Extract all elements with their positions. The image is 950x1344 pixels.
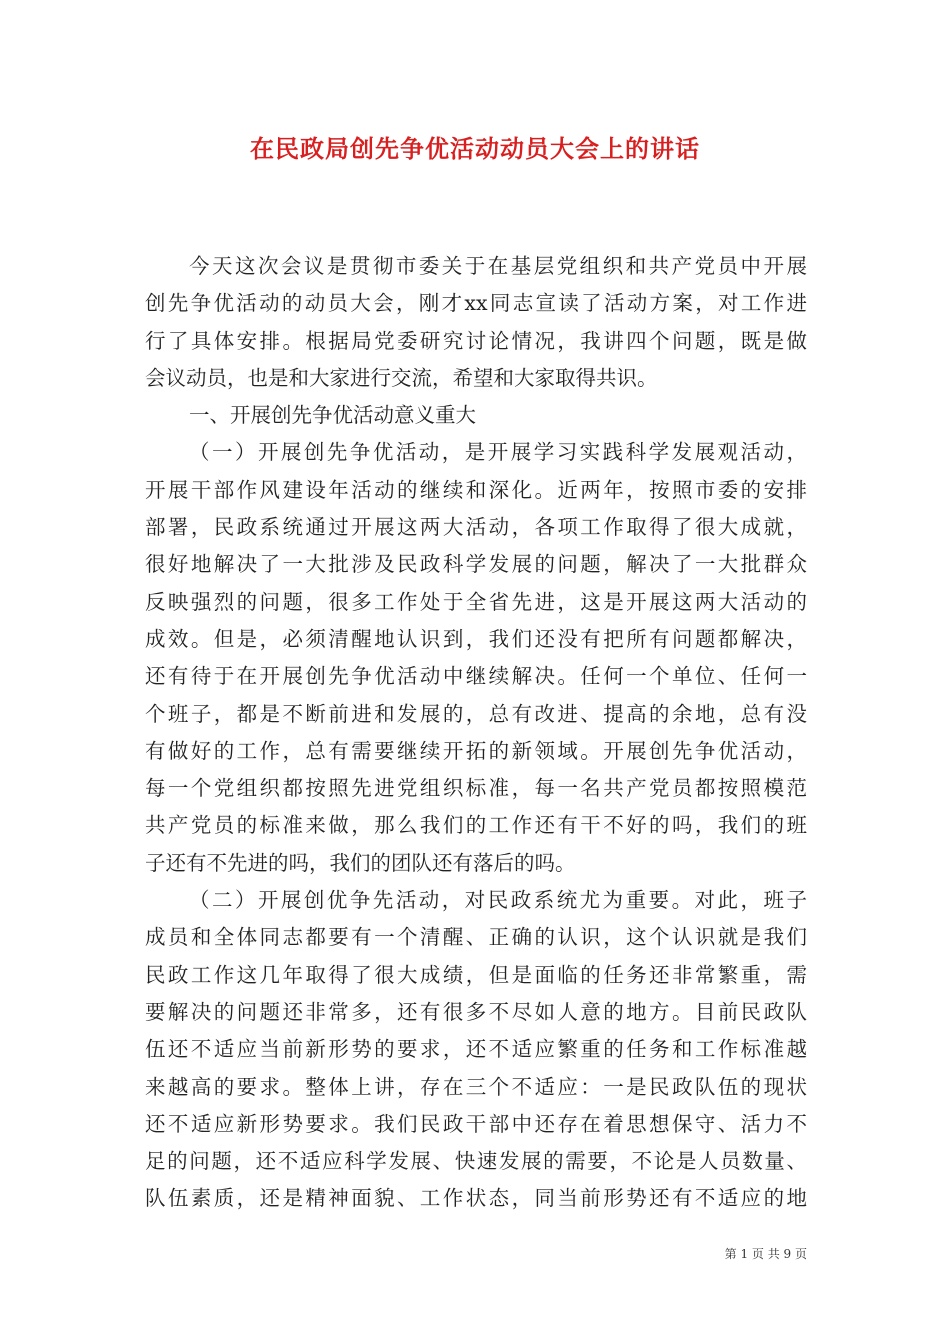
body-text-line: 反映强烈的问题，很多工作处于全省先进，这是开展这两大活动的 <box>145 589 807 614</box>
page-number-footer: 第 1 页 共 9 页 <box>724 1247 807 1261</box>
body-text-line: 来越高的要求。整体上讲，存在三个不适应：一是民政队伍的现状 <box>145 1074 807 1099</box>
document-title: 在民政局创先争优活动动员大会上的讲话 <box>250 135 700 163</box>
body-text-line: 民政工作这几年取得了很大成绩，但是面临的任务还非常繁重，需 <box>145 962 807 987</box>
body-text-line: 成员和全体同志都要有一个清醒、正确的认识，这个认识就是我们 <box>145 925 807 950</box>
body-text-line: 要解决的问题还非常多，还有很多不尽如人意的地方。目前民政队 <box>145 999 807 1024</box>
body-text-line: 子还有不先进的吗，我们的团队还有落后的吗。 <box>145 850 576 875</box>
body-text-line: 开展干部作风建设年活动的继续和深化。近两年，按照市委的安排 <box>145 477 807 502</box>
body-text-line: 创先争优活动的动员大会，刚才xx同志宣读了活动方案，对工作进 <box>145 291 807 316</box>
body-text-line: （二）开展创优争先活动，对民政系统尤为重要。对此，班子 <box>189 888 807 913</box>
body-text-line: 今天这次会议是贯彻市委关于在基层党组织和共产党员中开展 <box>189 254 807 278</box>
body-text-line: 一、开展创先争优活动意义重大 <box>189 403 476 428</box>
body-text-line: 共产党员的标准来做，那么我们的工作还有干不好的吗，我们的班 <box>145 813 807 838</box>
document-body <box>145 248 807 1218</box>
body-text-line: 成效。但是，必须清醒地认识到，我们还没有把所有问题都解决， <box>145 626 807 651</box>
body-text-line: 还有待于在开展创先争优活动中继续解决。任何一个单位、任何一 <box>145 664 807 689</box>
body-text-line: 部署，民政系统通过开展这两大活动，各项工作取得了很大成就， <box>145 515 807 540</box>
body-text-line: 队伍素质，还是精神面貌、工作状态，同当前形势还有不适应的地 <box>145 1186 807 1211</box>
body-text-line: 还不适应新形势要求。我们民政干部中还存在着思想保守、活力不 <box>145 1111 807 1136</box>
body-text-line: 个班子，都是不断前进和发展的，总有改进、提高的余地，总有没 <box>145 701 807 726</box>
body-text-line: （一）开展创先争优活动，是开展学习实践科学发展观活动， <box>189 440 807 465</box>
body-text-line: 伍还不适应当前新形势的要求，还不适应繁重的任务和工作标准越 <box>145 1037 807 1062</box>
body-text-line: 有做好的工作，总有需要继续开拓的新领域。开展创先争优活动， <box>145 738 807 763</box>
body-text-line: 每一个党组织都按照先进党组织标准，每一名共产党员都按照模范 <box>145 776 807 801</box>
body-text-line: 足的问题，还不适应科学发展、快速发展的需要，不论是人员数量、 <box>145 1149 807 1174</box>
body-text-line: 很好地解决了一大批涉及民政科学发展的问题，解决了一大批群众 <box>145 552 807 577</box>
body-text-line: 会议动员，也是和大家进行交流，希望和大家取得共识。 <box>145 365 658 390</box>
body-text-line: 行了具体安排。根据局党委研究讨论情况，我讲四个问题，既是做 <box>145 328 807 353</box>
